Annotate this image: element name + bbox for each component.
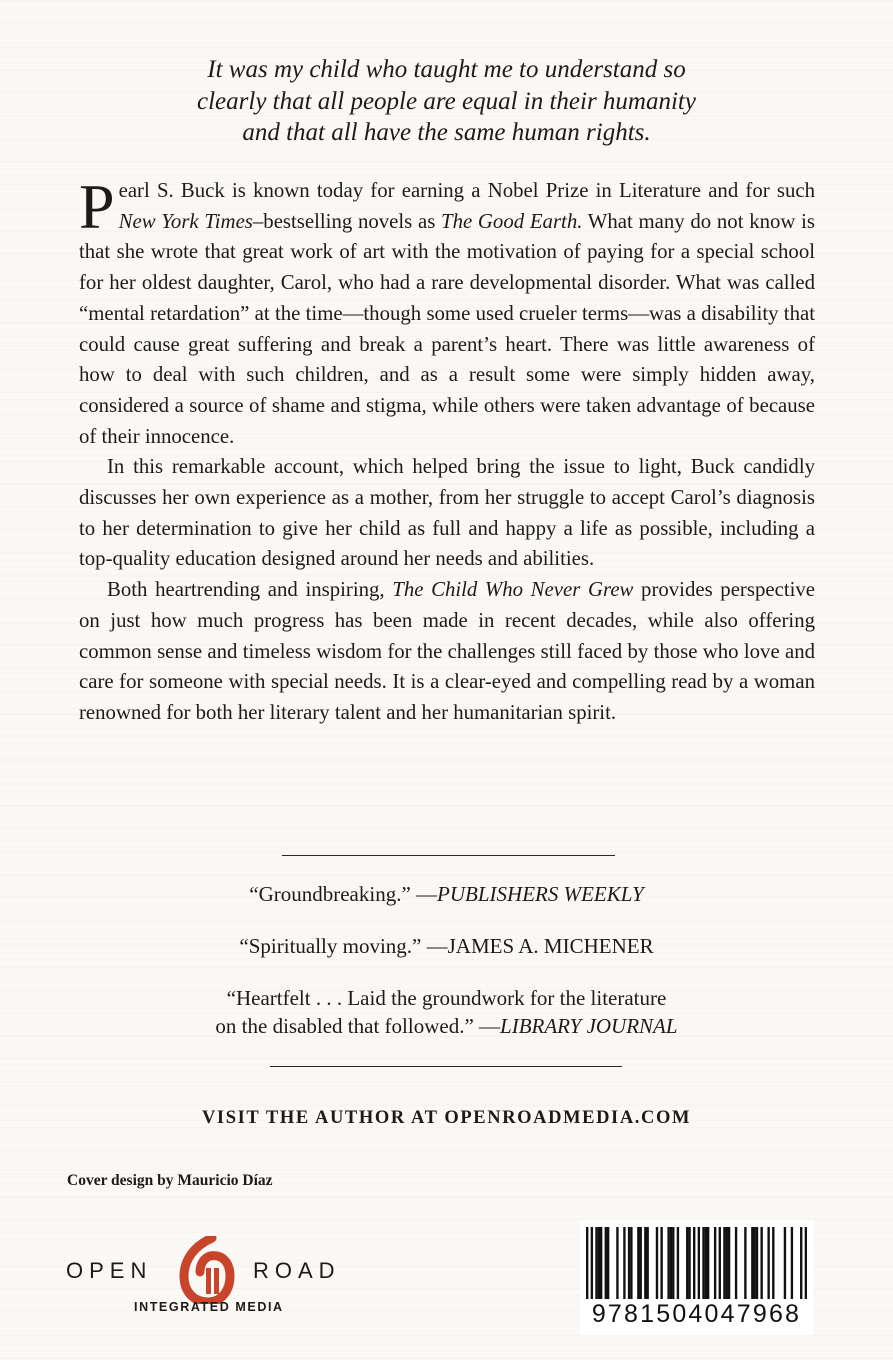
epigraph — [90, 54, 803, 149]
barcode-bar — [693, 1227, 695, 1299]
barcode-bar — [656, 1227, 658, 1299]
barcode-bar — [600, 1227, 602, 1299]
divider-top — [282, 855, 615, 856]
barcode-bar — [616, 1227, 618, 1299]
barcode-bar — [646, 1227, 648, 1299]
divider-bottom — [270, 1066, 622, 1067]
barcode-bar — [760, 1227, 762, 1299]
barcode-bar — [751, 1227, 753, 1299]
barcode-bar — [660, 1227, 662, 1299]
barcode-bar — [784, 1227, 786, 1299]
barcode-bar — [637, 1227, 639, 1299]
author-website-line: VISIT THE AUTHOR AT OPENROADMEDIA.COM — [201, 1108, 692, 1128]
description-paragraph-2: In this remarkable account, which helped bring the issue to light, Buck candidly discusses her own experience as a mother, from her struggle to accept Carol’s diagnosis to her determination to give her child as full and happy a life as possible, including a top-quality education designed around her needs and abilities. — [79, 455, 815, 571]
barcode-bar — [686, 1227, 688, 1299]
barcode-bar — [644, 1227, 646, 1299]
barcode-bar — [591, 1227, 593, 1299]
review-quote — [120, 932, 773, 960]
barcode-bars — [586, 1227, 807, 1299]
barcode-bar — [735, 1227, 737, 1299]
publication-title: New York Times — [118, 209, 253, 233]
barcode-bar — [800, 1227, 802, 1299]
barcode-bar — [640, 1227, 642, 1299]
barcode-bar — [756, 1227, 758, 1299]
review-quote — [120, 984, 773, 1040]
barcode-bar — [767, 1227, 769, 1299]
quote-text: “Spiritually moving.” —JAMES A. MICHENER — [239, 934, 654, 958]
barcode-bar — [672, 1227, 674, 1299]
barcode-bar — [607, 1227, 609, 1299]
book-description — [79, 171, 816, 729]
isbn-number: 9781504047968 — [591, 1300, 802, 1328]
text-run: provides perspective on just how much progress has been made in recent decades, while also offering common sense and timeless wisdom for the challenges still faced by those who love and care for someone with special needs. It is a clear-eyed and compelling read by a woman renowned for both her literary talent and her humanitarian spirit. — [79, 578, 816, 724]
barcode-bar — [670, 1227, 672, 1299]
epigraph-line: clearly that all people are equal in their humanity — [197, 87, 696, 115]
barcode-bar — [726, 1227, 728, 1299]
quote-text: “Heartfelt . . . Laid the groundwork for the literature — [226, 986, 667, 1010]
publisher-logo — [66, 1236, 366, 1320]
barcode-bar — [791, 1227, 793, 1299]
barcode-bar — [705, 1227, 707, 1299]
barcode-bar — [719, 1227, 721, 1299]
barcode-bar — [728, 1227, 730, 1299]
text-run: Both heartrending and inspiring, — [107, 578, 393, 602]
barcode-bar — [744, 1227, 746, 1299]
text-run: What many do not know is that she wrote that great work of art with the motivation of paying for a special school for her oldest daughter, Carol, who had a rare developmental disorder. What was called “mental retardation” at the time—though some used crueler terms—was a disability that could cause great suffering and break a parent’s heart. There was little awareness of how to deal with such children, and as a result some were simply hidden away, considered a source of shame and stigma, while others were taken advantage of because of their innocence. — [79, 209, 815, 448]
barcode-bar — [714, 1227, 716, 1299]
barcode-bar — [628, 1227, 630, 1299]
drop-cap: P — [79, 171, 115, 242]
logo-subtitle: INTEGRATED MEDIA — [134, 1300, 284, 1314]
barcode-bar — [598, 1227, 600, 1299]
barcode-bar — [630, 1227, 632, 1299]
barcode-bar — [688, 1227, 690, 1299]
description-paragraph-3 — [79, 575, 815, 729]
book-title: The Good Earth. — [441, 209, 583, 233]
barcode-bar — [605, 1227, 607, 1299]
barcode-bar — [677, 1227, 679, 1299]
quote-text: “Groundbreaking.” — — [249, 882, 438, 906]
review-quote — [120, 880, 773, 908]
barcode-bar — [707, 1227, 709, 1299]
barcode-bar — [753, 1227, 755, 1299]
barcode-bar — [623, 1227, 625, 1299]
description-paragraph-1 — [79, 171, 815, 452]
barcode-bar — [595, 1227, 597, 1299]
barcode-bar — [667, 1227, 669, 1299]
logo-word-open: OPEN — [66, 1258, 153, 1283]
quote-text: on the disabled that followed.” — — [215, 1014, 501, 1038]
book-title: The Child Who Never Grew — [392, 578, 634, 602]
barcode-bar — [772, 1227, 774, 1299]
barcode-bar — [805, 1227, 807, 1299]
logo-word-road: ROAD — [253, 1258, 341, 1283]
quote-source: LIBRARY JOURNAL — [500, 1014, 678, 1038]
isbn-barcode — [580, 1220, 813, 1335]
text-run: earl S. Buck is known today for earning a Nobel Prize in Literature and for such — [118, 179, 815, 202]
epigraph-line: and that all have the same human rights. — [242, 119, 651, 146]
epigraph-line: It was my child who taught me to understand so — [207, 56, 686, 83]
cover-credit: Cover design by Mauricio Díaz — [67, 1172, 273, 1189]
open-road-emblem-icon — [178, 1236, 236, 1304]
barcode-bar — [702, 1227, 704, 1299]
quote-source: PUBLISHERS WEEKLY — [437, 882, 644, 906]
barcode-bar — [698, 1227, 700, 1299]
barcode-bar — [723, 1227, 725, 1299]
barcode-bar — [586, 1227, 588, 1299]
text-run: –bestselling novels as — [252, 209, 442, 233]
